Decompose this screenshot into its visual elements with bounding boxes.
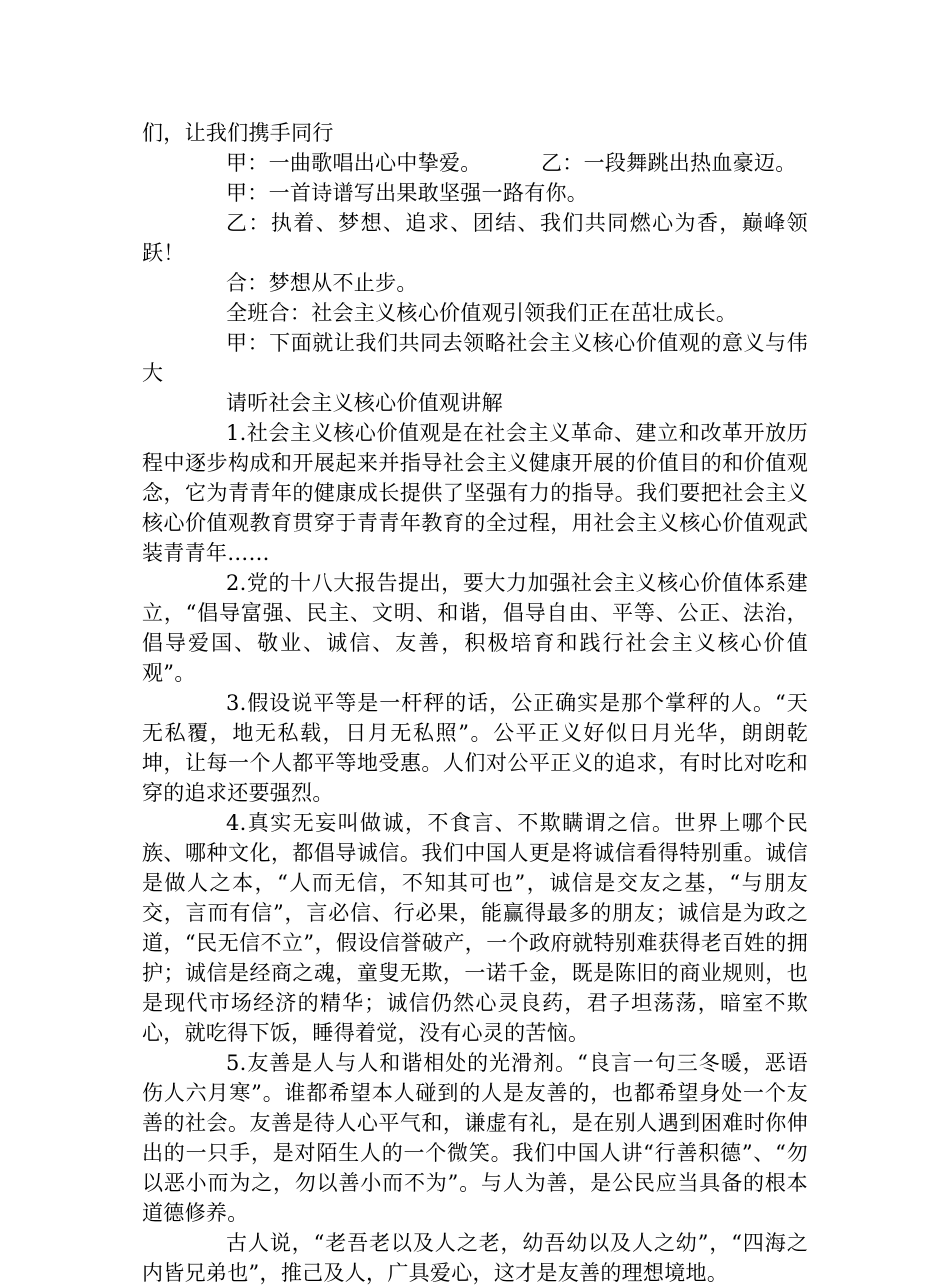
paragraph-2: 2.党的十八大报告提出，要大力加强社会主义核心价值体系建立，“倡导富强、民主、文明、和谐，倡导自由、平等、公正、法治，倡导爱国、敬业、诚信、友善，积极培育和践行社会主义核心价值观”。	[142, 571, 808, 685]
paragraph-4: 4.真实无妄叫做诚，不食言、不欺瞒谓之信。世界上哪个民族、哪种文化，都倡导诚信。我们中国人更是将诚信看得特别重。诚信是做人之本，“人而无信，不知其可也”，诚信是交友之基，“与朋友交，言而有信”，言必信、行必果，能赢得最多的朋友；诚信是为政之道，“民无信不立”，假设信誉破产，一个政府就特别难获得老百姓的拥护；诚信是经商之魂，童叟无欺，一诺千金，既是陈旧的商业规则，也是现代市场经济的精华；诚信仍然心灵良药，君子坦荡荡，暗室不欺心，就吃得下饭，睡得着觉，没有心灵的苦恼。	[142, 811, 808, 1045]
dialog-line-jia: 甲：一曲歌唱出心中挚爱。	[226, 151, 482, 175]
dialog-line-yi: 乙：一段舞跳出热血豪迈。	[541, 151, 797, 175]
paragraph-6: 古人说，“老吾老以及人之老，幼吾幼以及人之幼”，“四海之内皆兄弟也”，推己及人，广具爱心，这才是友善的理想境地。	[142, 1231, 808, 1285]
paragraph-3: 3.假设说平等是一杆秤的话，公正确实是那个掌秤的人。“天无私覆，地无私载，日月无私照”。公平正义好似日月光华，朗朗乾坤，让每一个人都平等地受惠。人们对公平正义的追求，有时比对吃和穿的追求还要强烈。	[142, 691, 808, 805]
paragraph-1: 1.社会主义核心价值观是在社会主义革命、建立和改革开放历程中逐步构成和开展起来并指导社会主义健康开展的价值目的和价值观念，它为青青年的健康成长提供了坚强有力的指导。我们要把社会主义核心价值观教育贯穿于青青年教育的全过程，用社会主义核心价值观武装青青年……	[142, 421, 808, 565]
dialog-pair	[142, 148, 808, 178]
paragraph-5: 5.友善是人与人和谐相处的光滑剂。“良言一句三冬暖，恶语伤人六月寒”。谁都希望本人碰到的人是友善的，也都希望身处一个友善的社会。友善是待人心平气和，谦虚有礼，是在别人遇到困难时你伸出的一只手，是对陌生人的一个微笑。我们中国人讲“行善积德”、“勿以恶小而为之，勿以善小而不为”。与人为善，是公民应当具备的根本道德修养。	[142, 1051, 808, 1225]
dialog-line: 合：梦想从不止步。	[226, 271, 418, 295]
document-body	[142, 118, 808, 1288]
dialog-line: 甲：一首诗谱写出果敢坚强一路有你。	[226, 181, 589, 205]
dialog-line: 全班合：社会主义核心价值观引领我们正在茁壮成长。	[226, 301, 738, 325]
dialog-line: 甲：下面就让我们共同去领略社会主义核心价值观的意义与伟大	[142, 331, 808, 385]
section-lead: 请听社会主义核心价值观讲解	[226, 391, 503, 415]
dialog-line: 乙：执着、梦想、追求、团结、我们共同燃心为香，巅峰领跃！	[142, 211, 808, 265]
opening-line: 们，让我们携手同行	[142, 121, 334, 145]
